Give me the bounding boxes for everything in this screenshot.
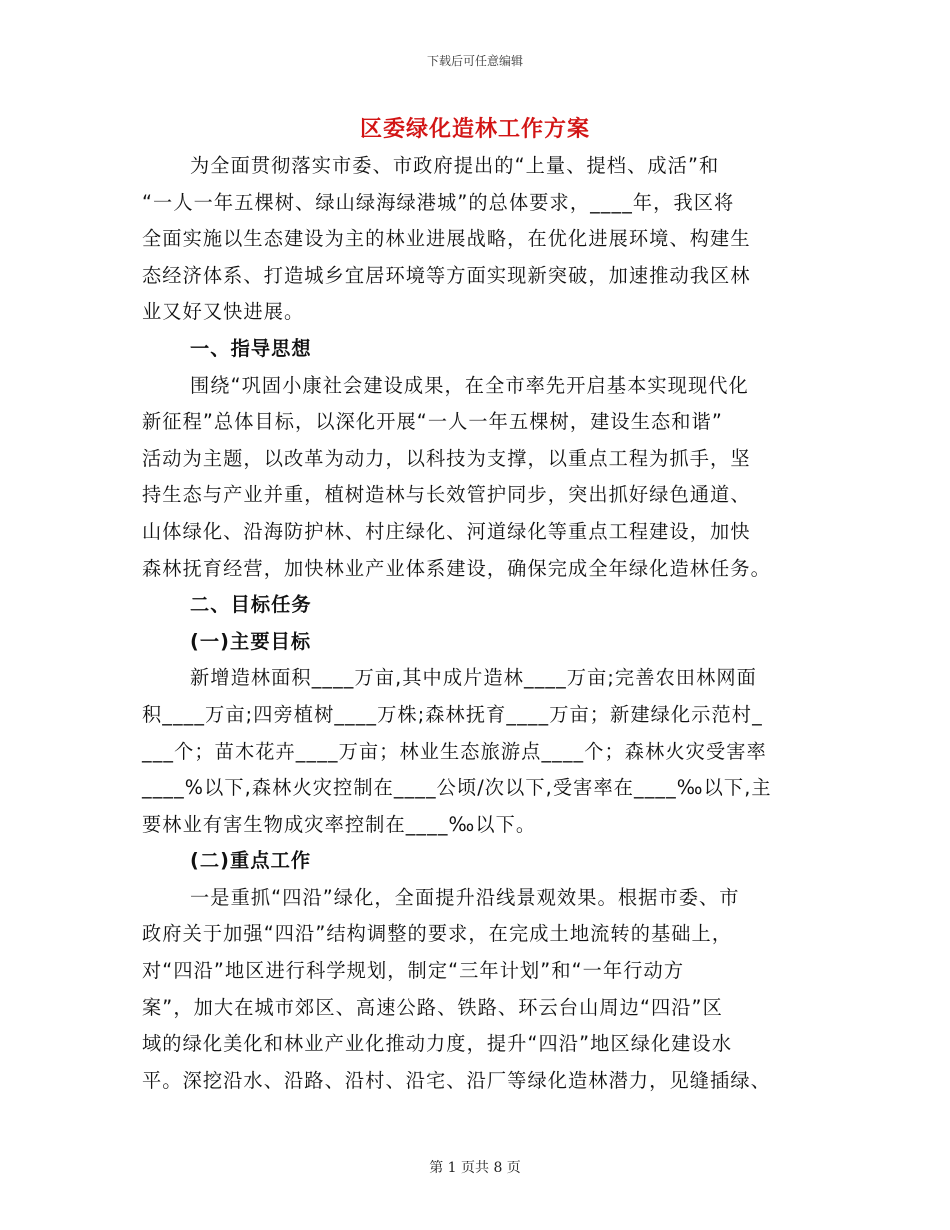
paragraph-line: 政府关于加强“四沿”结构调整的要求，在完成土地流转的基础上， (142, 922, 733, 946)
paragraph-line: 新征程”总体目标，以深化开展“一人一年五棵树，建设生态和谐” (142, 410, 723, 434)
paragraph-line: 平。深挖沿水、沿路、沿村、沿宅、沿厂等绿化造林潜力，见缝插绿、 (142, 1068, 771, 1092)
paragraph-line: “一人一年五棵树、绿山绿海绿港城”的总体要求，____年，我区将 (142, 190, 735, 214)
paragraph-line: ____%以下,森林火灾控制在____公顷/次以下,受害率在____‰以下,主 (142, 776, 772, 800)
paragraph-line: 积____万亩;四旁植树____万株;森林抚育____万亩；新建绿化示范村_ (142, 702, 763, 726)
page-indicator: 第 1 页共 8 页 (429, 1160, 521, 1176)
paragraph-line: ___个；苗木花卉____万亩；林业生态旅游点____个；森林火灾受害率 (142, 739, 767, 763)
paragraph-line: 活动为主题，以改革为动力，以科技为支撑，以重点工程为抓手，坚 (142, 446, 751, 470)
paragraph-line: 围绕“巩固小康社会建设成果，在全市率先开启基本实现现代化 (190, 373, 749, 397)
paragraph-line: 全面实施以生态建设为主的林业进展战略，在优化进展环境、构建生 (142, 227, 751, 251)
paragraph-line: 山体绿化、沿海防护林、村庄绿化、河道绿化等重点工程建设，加快 (142, 519, 751, 543)
section-heading: 一、指导思想 (190, 336, 312, 360)
subsection-heading: (二)重点工作 (190, 849, 312, 873)
paragraph-line: 新增造林面积____万亩,其中成片造林____万亩;完善农田林网面 (190, 666, 757, 690)
document-title: 区委绿化造林工作方案 (359, 117, 590, 142)
paragraph-line: 对“四沿”地区进行科学规划，制定“三年计划”和“一年行动方 (142, 959, 685, 983)
paragraph-line: 森林抚育经营，加快林业产业体系建设，确保完成全年绿化造林任务。 (142, 556, 771, 580)
paragraph-line: 一是重抓“四沿”绿化，全面提升沿线景观效果。根据市委、市 (190, 885, 740, 909)
paragraph-line: 要林业有害生物成灾率控制在____‰以下。 (142, 812, 537, 836)
subsection-heading: (一)主要目标 (190, 629, 312, 653)
header-note: 下载后可任意编辑 (426, 54, 523, 68)
document-body (142, 148, 802, 1099)
paragraph-line: 业又好又快进展。 (142, 300, 305, 324)
paragraph-line: 域的绿化美化和林业产业化推动力度，提升“四沿”地区绿化建设水 (142, 1032, 733, 1056)
section-heading: 二、目标任务 (190, 593, 312, 617)
paragraph-line: 持生态与产业并重，植树造林与长效管护同步，突出抓好绿色通道、 (142, 483, 751, 507)
paragraph-line: 为全面贯彻落实市委、市政府提出的“上量、提档、成活”和 (190, 154, 720, 177)
paragraph-line: 案”，加大在城市郊区、高速公路、铁路、环云台山周边“四沿”区 (142, 995, 723, 1019)
paragraph-line: 态经济体系、打造城乡宜居环境等方面实现新突破，加速推动我区林 (142, 263, 751, 287)
